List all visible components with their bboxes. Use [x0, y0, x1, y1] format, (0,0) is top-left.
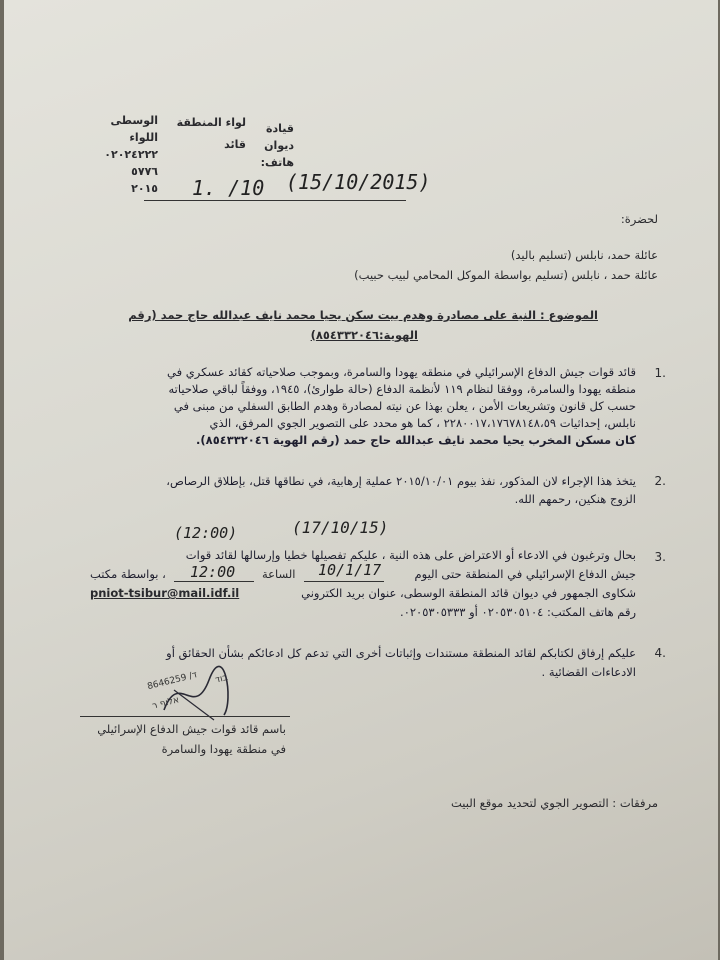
item-3-handwritten-date: (17/10/15) — [292, 518, 389, 537]
header-left-1: الوسطى — [110, 114, 158, 127]
handwritten-signature — [154, 660, 244, 730]
addressee-line-1: عائلة حمد، نابلس (تسليم باليد) — [510, 248, 658, 262]
header-right-3: هاتف: — [260, 156, 294, 169]
item-3-line-1: بحال وترغبون في الادعاء أو الاعتراض على هذه النية ، عليكم تفصيلها خطيا وإرسالها لقائد قوات — [185, 548, 636, 562]
item-3-fill-time: 12:00 — [190, 563, 236, 581]
item-4-line-2: الادعاءات القضائية . — [541, 665, 636, 679]
letter-page — [4, 0, 718, 960]
header-left-5: ٢٠١٥ — [131, 182, 158, 195]
addressee-line-2: عائلة حمد ، نابلس (تسليم بواسطة الموكل المحامي لبيب حبيب) — [354, 268, 658, 282]
item-1-number: .1 — [654, 366, 666, 380]
item-2-line-1: يتخذ هذا الإجراء لان المذكور، نفذ بيوم ٢٠١٥/١٠/٠١ عملية إرهابية، في نطاقها قتل، بإطلاق الرصاص، — [166, 474, 636, 488]
header-mid-col — [177, 112, 246, 156]
header-left-2: اللواء — [129, 131, 158, 144]
item-3-email: pniot-tsibur@mail.idf.il — [90, 586, 240, 600]
subject-line-2: الهوية:٨٥٤٣٣٢٠٤٦) — [310, 328, 418, 342]
signature-line — [80, 716, 290, 717]
item-3-number: .3 — [654, 550, 666, 564]
item-2-text — [166, 472, 636, 508]
item-3-line-2: جيش الدفاع الإسرائيلي في المنطقة حتى اليوم — [414, 567, 636, 581]
item-3-line-3: شكاوى الجمهور في ديوان قائد المنطقة الوسطى، عنوان بريد الكتروني — [301, 586, 636, 600]
handwritten-date: (15/10/2015) — [286, 170, 431, 194]
handwritten-ref: 1. /10 — [192, 176, 265, 200]
item-1-line-4: نابلس، إحداثيات ٢٢٨٠٠١٧،١٧٦٧٨١٤٨،٥٩ ، كما هو محدد على التصوير الجوي المرفق، الذي — [209, 416, 636, 430]
header-mid-2: قائد — [224, 138, 246, 151]
item-1-line-1: قائد قوات جيش الدفاع الإسرائيلي في منطقه يهودا والسامرة، وبموجب صلاحياته كقائد عسكري في — [167, 365, 636, 379]
item-3-handwritten-time: (12:00) — [174, 524, 238, 542]
signature-line-2: في منطقة يهودا والسامرة — [161, 742, 286, 756]
signature-line-1: باسم قائد قوات جيش الدفاع الإسرائيلي — [97, 722, 286, 736]
fill-time-underline — [174, 581, 254, 582]
header-left-3: ٠٢٠٢٤٢٢٢ — [104, 148, 158, 161]
item-4-number: .4 — [654, 646, 666, 660]
item-1-text — [167, 364, 636, 449]
header-left-col — [104, 112, 158, 197]
item-3-line-4: رقم هاتف المكتب: ٠٢٠٥٣٠٥١٠٤ أو ٠٢٠٥٣٠٥٣٣٣. — [400, 605, 636, 619]
item-2-line-2: الزوج هنكين، رحمهم الله. — [514, 492, 636, 506]
header-mid-1: لواء المنطقة — [176, 116, 246, 129]
item-3-fill-date: 10/1/17 — [318, 561, 382, 579]
item-4-line-1: عليكم إرفاق لكتابكم لقائد المنطقة مستندات وإثباتات أخرى التي تدعم كل ادعائكم بشأن الحقائق أو — [166, 646, 636, 660]
header-right-col — [261, 120, 294, 171]
ref-underline — [144, 200, 406, 201]
stamp-line-2: בוד — [214, 672, 229, 686]
addressee-label: لحضرة: — [620, 212, 658, 226]
item-1-line-3: حسب كل قانون وتشريعات الأمن ، يعلن بهذا عن نيته لمصادرة وهدم الطابق السفلي من مبنى في — [173, 399, 636, 413]
item-2-number: .2 — [654, 474, 666, 488]
attachments-line: مرفقات : التصوير الجوي لتحديد موقع البيت — [451, 796, 658, 810]
stamp-line-1: 8646259 /ד — [146, 670, 199, 693]
header-right-1: قيادة — [266, 122, 294, 135]
item-3-tail: ، بواسطة مكتب — [90, 567, 166, 581]
header-left-4: ٥٧٧٦ — [131, 165, 158, 178]
item-1-line-5: كان مسكن المخرب يحيا محمد نايف عبدالله حاج حمد (رقم الهوية ٨٥٤٣٣٢٠٤٦). — [196, 433, 636, 447]
subject-line-1: الموضوع : النية على مصادرة وهدم بيت سكن يحيا محمد نايف عبدالله حاج حمد (رقم — [128, 308, 598, 322]
fill-date-underline — [304, 581, 384, 582]
item-3-time-label: الساعة — [262, 567, 296, 581]
stamp-line-3: אלוף ר — [151, 695, 181, 712]
item-1-line-2: منطقه يهودا والسامرة، ووفقا لنظام ١١٩ لأنظمة الدفاع (حالة طوارئ)، ١٩٤٥، ووفقاً لباقي صلاحياته — [168, 382, 636, 396]
header-right-2: ديوان — [264, 139, 294, 152]
